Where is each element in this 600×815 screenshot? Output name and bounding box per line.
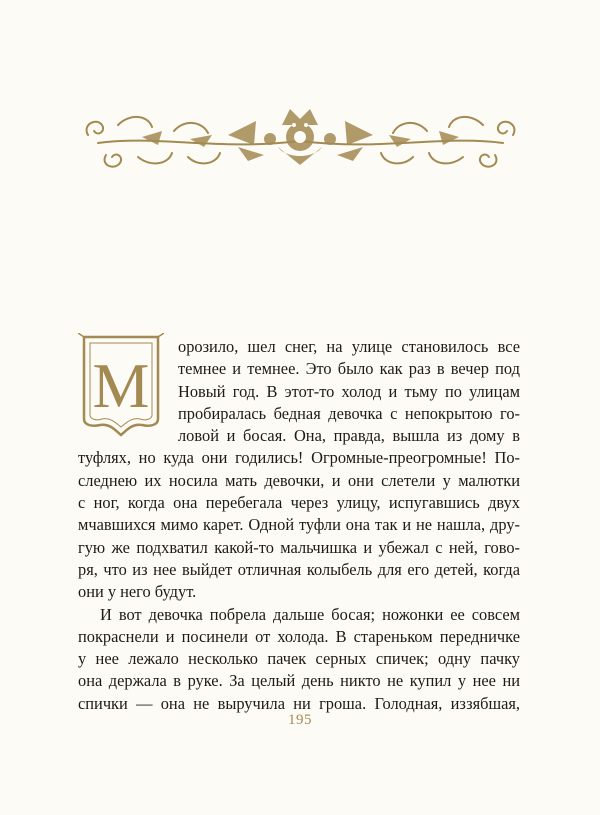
text-line: И вот девочка побрела дальше босая; ножонки ее совсем [100,604,520,624]
header-ornament-icon [78,95,523,175]
text-line: с ног, когда она перебегала через улицу, испугавшись двух [78,493,520,513]
paragraph-2 [78,604,520,715]
text-line: у нее лежало несколько пачек серных спичек; одну пачку [78,649,520,669]
page-number: 195 [288,712,312,728]
text-line: орозило, шел снег, на улице становилось все [178,337,520,356]
text-line: они у него будут. [78,582,197,602]
body-text [78,336,520,715]
text-line: темнее и темнее. Это было как раз в вечер под [178,359,520,379]
text-line: спички — она не выручила ни гроша. Голодная, иззябшая, [78,693,520,713]
paragraph-1 [78,336,520,604]
text-line: пробиралась бедная девочка с непокрытою го- [178,403,520,423]
text-line: гую же подхватил какой-то мальчишка и убежал с ней, гово- [78,537,520,557]
text-line: она держала в руке. За целый день никто не купил у нее ни [78,671,520,691]
text-line: покраснели и посинели от холода. В стареньком передничке [78,626,520,646]
text-line: Новый год. В этот-то холод и тьму по улицам [178,381,520,401]
text-line: туфлях, но куда они годились! Огромные-преогромные! По- [78,448,520,468]
text-line: ловой и босая. Она, правда, вышла из дому в [178,426,520,446]
dropcap-letter: М [92,350,150,421]
text-line: следнею их носила мать девочки, и они слетели у малютки [78,470,520,490]
text-line: ря, что из нее выйдет отличная колыбель для его детей, когда [78,559,520,579]
text-line: мчавшихся мимо карет. Одной туфли она так и не нашла, дру- [78,515,520,535]
